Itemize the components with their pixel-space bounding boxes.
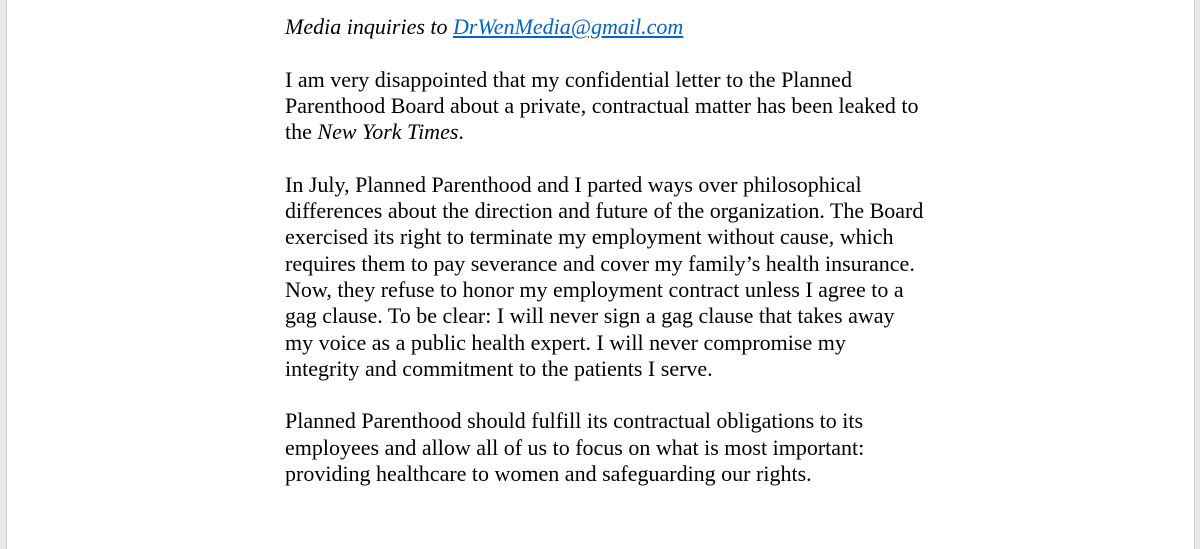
statement-paragraph-2: In July, Planned Parenthood and I parted ways over philosophical differences about the direction and future of the organization. The Board exercised its right to terminate my employment without cause, which requires them to pay severance and cover my family’s health insurance. Now, they refuse to honor my employment contract unless I agree to a gag clause. To be clear: I will never sign a gag clause that takes away my voice as a public health expert. I will never compromise my integrity and commitment to the patients I serve. — [285, 171, 924, 381]
document-body — [285, 14, 925, 514]
publication-name: New York Times — [317, 119, 459, 145]
document-page — [6, 0, 1195, 549]
statement-paragraph-1 — [285, 67, 925, 146]
media-inquiries-line — [285, 14, 925, 40]
paragraph-1-end: . — [458, 119, 464, 145]
media-inquiries-label: Media inquiries to — [285, 14, 454, 39]
media-email-link[interactable]: DrWenMedia@gmail.com — [453, 14, 684, 39]
statement-paragraph-3: Planned Parenthood should fulfill its contractual obligations to its employees and allow all of us to focus on what is most important: providing healthcare to women and safeguarding our rights. — [285, 408, 865, 487]
paragraph-1-text: I am very disappointed that my confidential letter to the Planned Parenthood Board about a private, contractual matter has been leaked to the — [285, 66, 919, 145]
